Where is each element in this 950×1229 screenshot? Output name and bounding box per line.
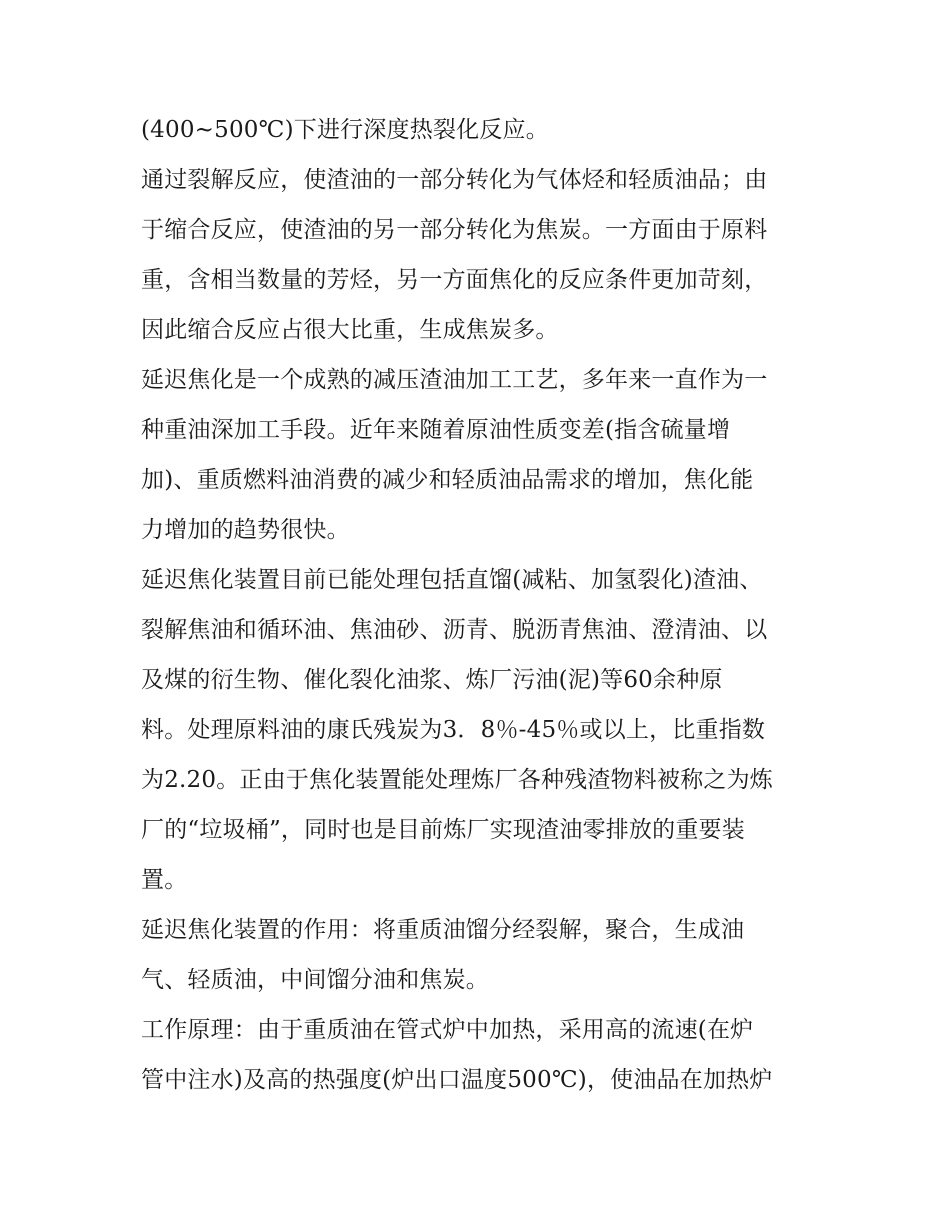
text-line: 因此缩合反应占很大比重，生成焦炭多。 (141, 317, 559, 343)
text-line: 延迟焦化是一个成熟的减压渣油加工工艺，多年来一直作为一 (141, 367, 768, 393)
text-line: 通过裂解反应，使渣油的一部分转化为气体烃和轻质油品；由 (141, 167, 768, 193)
text-line: 加)、重质燃料油消费的减少和轻质油品需求的增加，焦化能 (141, 467, 754, 493)
text-line: 裂解焦油和循环油、焦油砂、沥青、脱沥青焦油、澄清油、以 (141, 617, 768, 643)
text-line: 延迟焦化装置的作用：将重质油馏分经裂解，聚合，生成油 (141, 917, 745, 943)
text-line: 置。 (141, 867, 188, 893)
text-line: 延迟焦化装置目前已能处理包括直馏(减粘、加氢裂化)渣油、 (141, 567, 763, 593)
text-line: 管中注水)及高的热强度(炉出口温度500℃)，使油品在加热炉 (141, 1067, 773, 1093)
text-line: 力增加的趋势很快。 (141, 517, 350, 543)
text-line: 为2.20。正由于焦化装置能处理炼厂各种残渣物料被称之为炼 (141, 767, 774, 793)
text-line: 及煤的衍生物、催化裂化油浆、炼厂污油(泥)等60余种原 (141, 667, 723, 693)
text-line: 种重油深加工手段。近年来随着原油性质变差(指含硫量增 (141, 417, 731, 443)
text-line: (400~500℃)下进行深度热裂化反应。 (141, 117, 549, 143)
text-line: 气、轻质油，中间馏分油和焦炭。 (141, 967, 489, 993)
text-line: 工作原理：由于重质油在管式炉中加热，采用高的流速(在炉 (141, 1017, 754, 1043)
text-line: 重，含相当数量的芳烃，另一方面焦化的反应条件更加苛刻， (141, 267, 768, 293)
text-line: 厂的“垃圾桶”，同时也是目前炼厂实现渣油零排放的重要装 (141, 817, 745, 843)
text-line: 于缩合反应，使渣油的另一部分转化为焦炭。一方面由于原料 (141, 217, 768, 243)
text-line: 料。处理原料油的康氏残炭为3．8％-45％或以上，比重指数 (141, 717, 766, 743)
